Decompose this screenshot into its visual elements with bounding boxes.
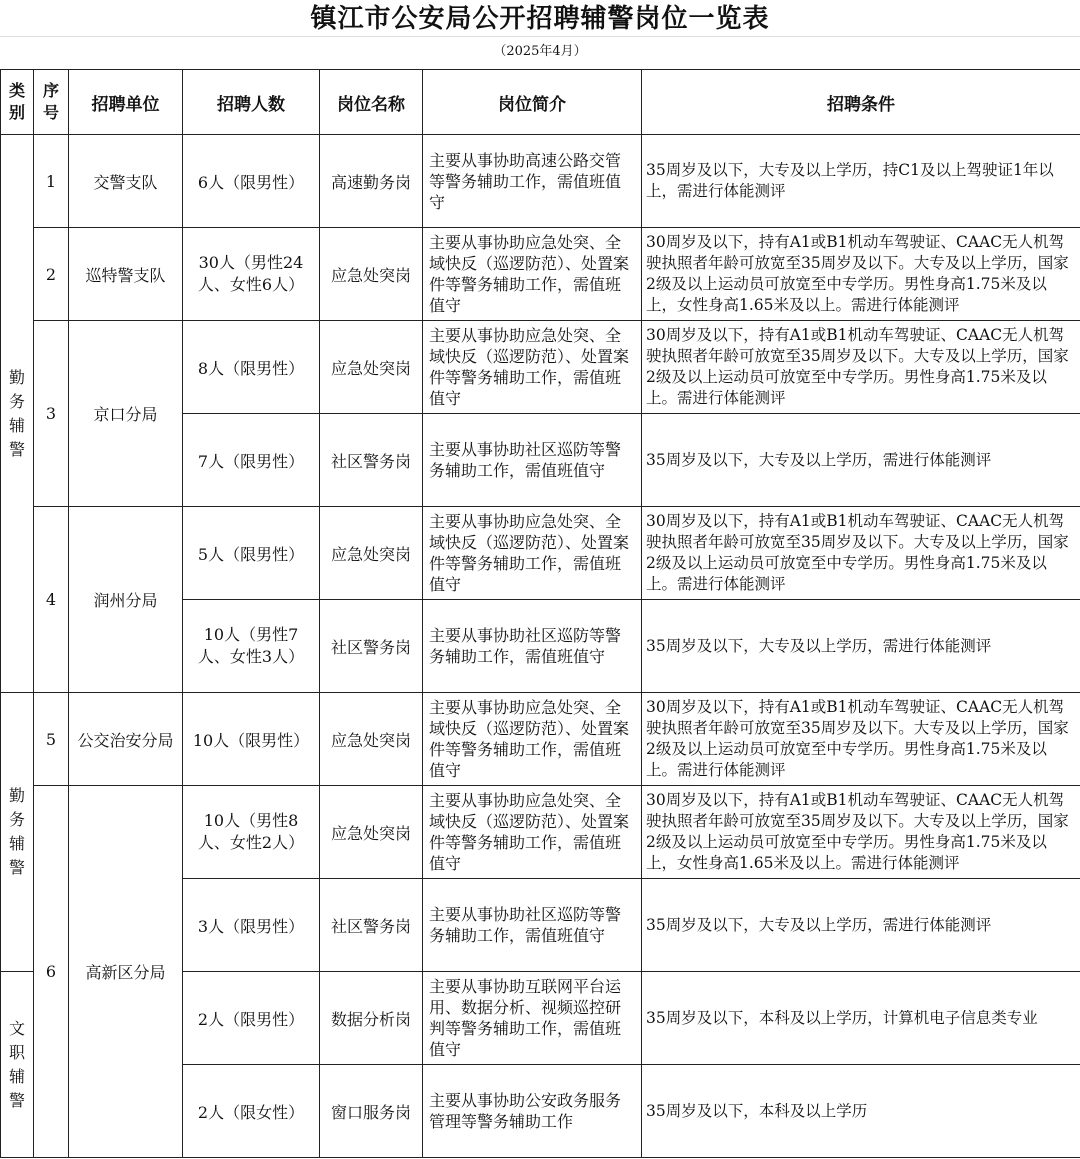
post-cell: 社区警务岗	[320, 879, 423, 972]
cond-cell: 30周岁及以下，持有A1或B1机动车驾驶证、CAAC无人机驾驶执照者年龄可放宽至35周岁及以下。大专及以上学历，国家2级及以上运动员可放宽至中专学历。男性身高1.75米及以上，女性身高1.65米及以上。需进行体能测评	[642, 786, 1080, 879]
count-cell: 2人（限男性）	[183, 972, 320, 1065]
count-cell: 5人（限男性）	[183, 507, 320, 600]
cond-cell: 35周岁及以下，本科及以上学历，计算机电子信息类专业	[642, 972, 1080, 1065]
header-post: 岗位名称	[320, 70, 423, 135]
cond-cell: 35周岁及以下，大专及以上学历，需进行体能测评	[642, 879, 1080, 972]
intro-cell: 主要从事协助公安政务服务管理等警务辅助工作	[423, 1065, 642, 1158]
intro-cell: 主要从事协助应急处突、全域快反（巡逻防范）、处置案件等警务辅助工作，需值班值守	[423, 507, 642, 600]
seq-cell: 1	[34, 135, 69, 228]
cond-cell: 35周岁及以下，本科及以上学历	[642, 1065, 1080, 1158]
cond-cell: 35周岁及以下，大专及以上学历，需进行体能测评	[642, 600, 1080, 693]
count-cell: 3人（限男性）	[183, 879, 320, 972]
table-row	[1, 693, 1080, 786]
intro-cell: 主要从事协助社区巡防等警务辅助工作，需值班值守	[423, 879, 642, 972]
post-cell: 应急处突岗	[320, 228, 423, 321]
table-row	[1, 228, 1080, 321]
post-cell: 社区警务岗	[320, 600, 423, 693]
post-cell: 窗口服务岗	[320, 1065, 423, 1158]
header-intro: 岗位简介	[423, 70, 642, 135]
header-unit: 招聘单位	[69, 70, 183, 135]
post-cell: 数据分析岗	[320, 972, 423, 1065]
cond-cell: 35周岁及以下，大专及以上学历，持C1及以上驾驶证1年以上，需进行体能测评	[642, 135, 1080, 228]
header-cond: 招聘条件	[642, 70, 1080, 135]
header-seq: 序号	[34, 70, 69, 135]
unit-cell: 交警支队	[69, 135, 183, 228]
seq-cell: 2	[34, 228, 69, 321]
intro-cell: 主要从事协助高速公路交管等警务辅助工作，需值班值守	[423, 135, 642, 228]
unit-cell: 京口分局	[69, 321, 183, 507]
cond-cell: 30周岁及以下，持有A1或B1机动车驾驶证、CAAC无人机驾驶执照者年龄可放宽至35周岁及以下。大专及以上学历，国家2级及以上运动员可放宽至中专学历。男性身高1.75米及以上。需进行体能测评	[642, 693, 1080, 786]
post-cell: 应急处突岗	[320, 786, 423, 879]
intro-cell: 主要从事协助应急处突、全域快反（巡逻防范）、处置案件等警务辅助工作，需值班值守	[423, 693, 642, 786]
table-row	[1, 321, 1080, 414]
cond-cell: 30周岁及以下，持有A1或B1机动车驾驶证、CAAC无人机驾驶执照者年龄可放宽至35周岁及以下。大专及以上学历，国家2级及以上运动员可放宽至中专学历。男性身高1.75米及以上，女性身高1.65米及以上。需进行体能测评	[642, 228, 1080, 321]
intro-cell: 主要从事协助应急处突、全域快反（巡逻防范）、处置案件等警务辅助工作，需值班值守	[423, 321, 642, 414]
header-count: 招聘人数	[183, 70, 320, 135]
seq-cell: 5	[34, 693, 69, 786]
recruitment-table	[0, 69, 1080, 1158]
table-row	[1, 786, 1080, 879]
post-cell: 社区警务岗	[320, 414, 423, 507]
post-cell: 高速勤务岗	[320, 135, 423, 228]
cond-cell: 35周岁及以下，大专及以上学历，需进行体能测评	[642, 414, 1080, 507]
seq-cell: 6	[34, 786, 69, 1158]
count-cell: 10人（男性7人、女性3人）	[183, 600, 320, 693]
page-subtitle: （2025年4月）	[0, 36, 1080, 69]
unit-cell: 巡特警支队	[69, 228, 183, 321]
cond-cell: 30周岁及以下，持有A1或B1机动车驾驶证、CAAC无人机驾驶执照者年龄可放宽至35周岁及以下。大专及以上学历，国家2级及以上运动员可放宽至中专学历。男性身高1.75米及以上。需进行体能测评	[642, 321, 1080, 414]
category-cell: 勤务辅警	[1, 135, 34, 693]
header-row	[1, 70, 1080, 135]
post-cell: 应急处突岗	[320, 693, 423, 786]
seq-cell: 4	[34, 507, 69, 693]
count-cell: 8人（限男性）	[183, 321, 320, 414]
cond-cell: 30周岁及以下，持有A1或B1机动车驾驶证、CAAC无人机驾驶执照者年龄可放宽至35周岁及以下。大专及以上学历，国家2级及以上运动员可放宽至中专学历。男性身高1.75米及以上。需进行体能测评	[642, 507, 1080, 600]
category-cell: 勤务辅警	[1, 693, 34, 972]
intro-cell: 主要从事协助互联网平台运用、数据分析、视频巡控研判等警务辅助工作，需值班值守	[423, 972, 642, 1065]
count-cell: 10人（限男性）	[183, 693, 320, 786]
table-row	[1, 135, 1080, 228]
count-cell: 2人（限女性）	[183, 1065, 320, 1158]
unit-cell: 高新区分局	[69, 786, 183, 1158]
post-cell: 应急处突岗	[320, 507, 423, 600]
page-title: 镇江市公安局公开招聘辅警岗位一览表	[310, 4, 770, 34]
intro-cell: 主要从事协助应急处突、全域快反（巡逻防范）、处置案件等警务辅助工作，需值班值守	[423, 228, 642, 321]
unit-cell: 公交治安分局	[69, 693, 183, 786]
count-cell: 7人（限男性）	[183, 414, 320, 507]
count-cell: 30人（男性24人、女性6人）	[183, 228, 320, 321]
intro-cell: 主要从事协助应急处突、全域快反（巡逻防范）、处置案件等警务辅助工作，需值班值守	[423, 786, 642, 879]
seq-cell: 3	[34, 321, 69, 507]
intro-cell: 主要从事协助社区巡防等警务辅助工作，需值班值守	[423, 600, 642, 693]
header-category: 类别	[1, 70, 34, 135]
count-cell: 6人（限男性）	[183, 135, 320, 228]
intro-cell: 主要从事协助社区巡防等警务辅助工作，需值班值守	[423, 414, 642, 507]
unit-cell: 润州分局	[69, 507, 183, 693]
count-cell: 10人（男性8人、女性2人）	[183, 786, 320, 879]
category-cell: 文职辅警	[1, 972, 34, 1158]
post-cell: 应急处突岗	[320, 321, 423, 414]
table-row	[1, 507, 1080, 600]
